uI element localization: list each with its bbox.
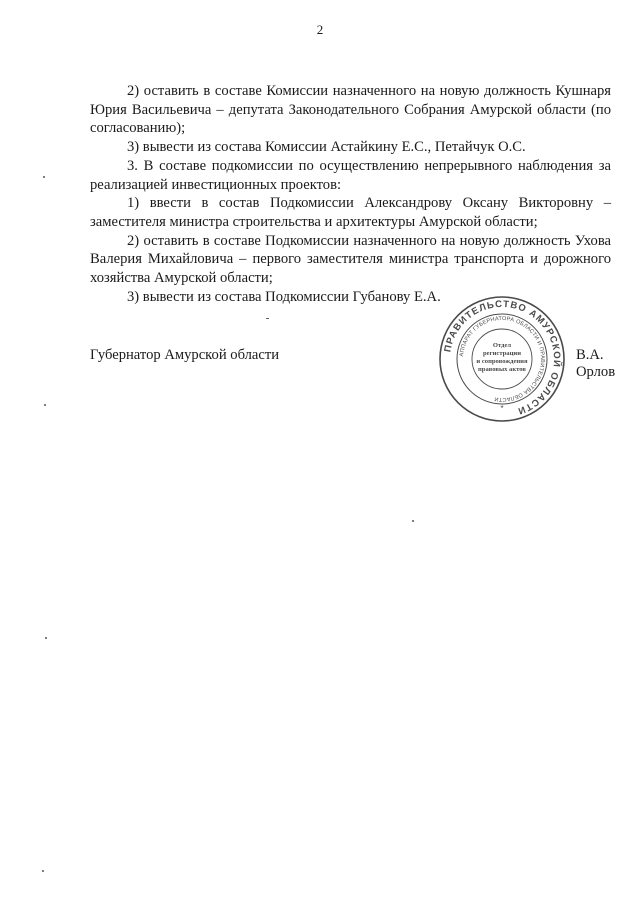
stamp-center-line: регистрации (483, 350, 521, 357)
scan-speck (45, 637, 47, 639)
scan-speck (412, 520, 414, 522)
scan-speck (266, 318, 269, 319)
document-body (90, 82, 611, 306)
page-number: 2 (316, 22, 324, 37)
signatory-title: Губернатор Амурской области (90, 347, 280, 363)
paragraph: 3) вывести из состава Подкомиссии Губанову Е.А. (127, 288, 441, 305)
paragraph: 2) оставить в составе Подкомиссии назначенного на новую должность Ухова Валерия Михайловича – первого заместителя министра транспорта и дорожного хозяйства Амурской области; (90, 232, 611, 287)
paragraph: 2) оставить в составе Комиссии назначенного на новую должность Кушнаря Юрия Васильевича – депутата Законодательного Собрания Амурской области (по согласованию); (90, 83, 611, 137)
paragraph: 3) вывести из состава Комиссии Астайкину Е.С., Петайчук О.С. (127, 139, 526, 156)
official-stamp (438, 295, 566, 423)
stamp-outer-text: ПРАВИТЕЛЬСТВО АМУРСКОЙ ОБЛАСТИ (442, 298, 563, 417)
scan-speck (44, 404, 46, 406)
stamp-center-line: и сопровождения (476, 358, 528, 365)
stamp-inner-text: АППАРАТ ГУБЕРНАТОРА ОБЛАСТИ И ПРАВИТЕЛЬСТВА ОБЛАСТИ (459, 315, 546, 403)
stamp-center-line: правовых актов (477, 366, 527, 373)
stamp-star-icon: * (500, 404, 504, 413)
paragraph: 1) ввести в состав Подкомиссии Александрову Оксану Викторовну – заместителя министра строительства и архитектуры Амурской области; (90, 195, 611, 230)
scan-speck (42, 870, 44, 872)
paragraph: 3. В составе подкомиссии по осуществлению непрерывного наблюдения за реализацией инвестиционных проектов: (90, 157, 611, 193)
stamp-center-line: Отдел (492, 342, 512, 349)
scan-speck (43, 176, 45, 178)
signatory-name: В.А. Орлов (576, 347, 616, 380)
